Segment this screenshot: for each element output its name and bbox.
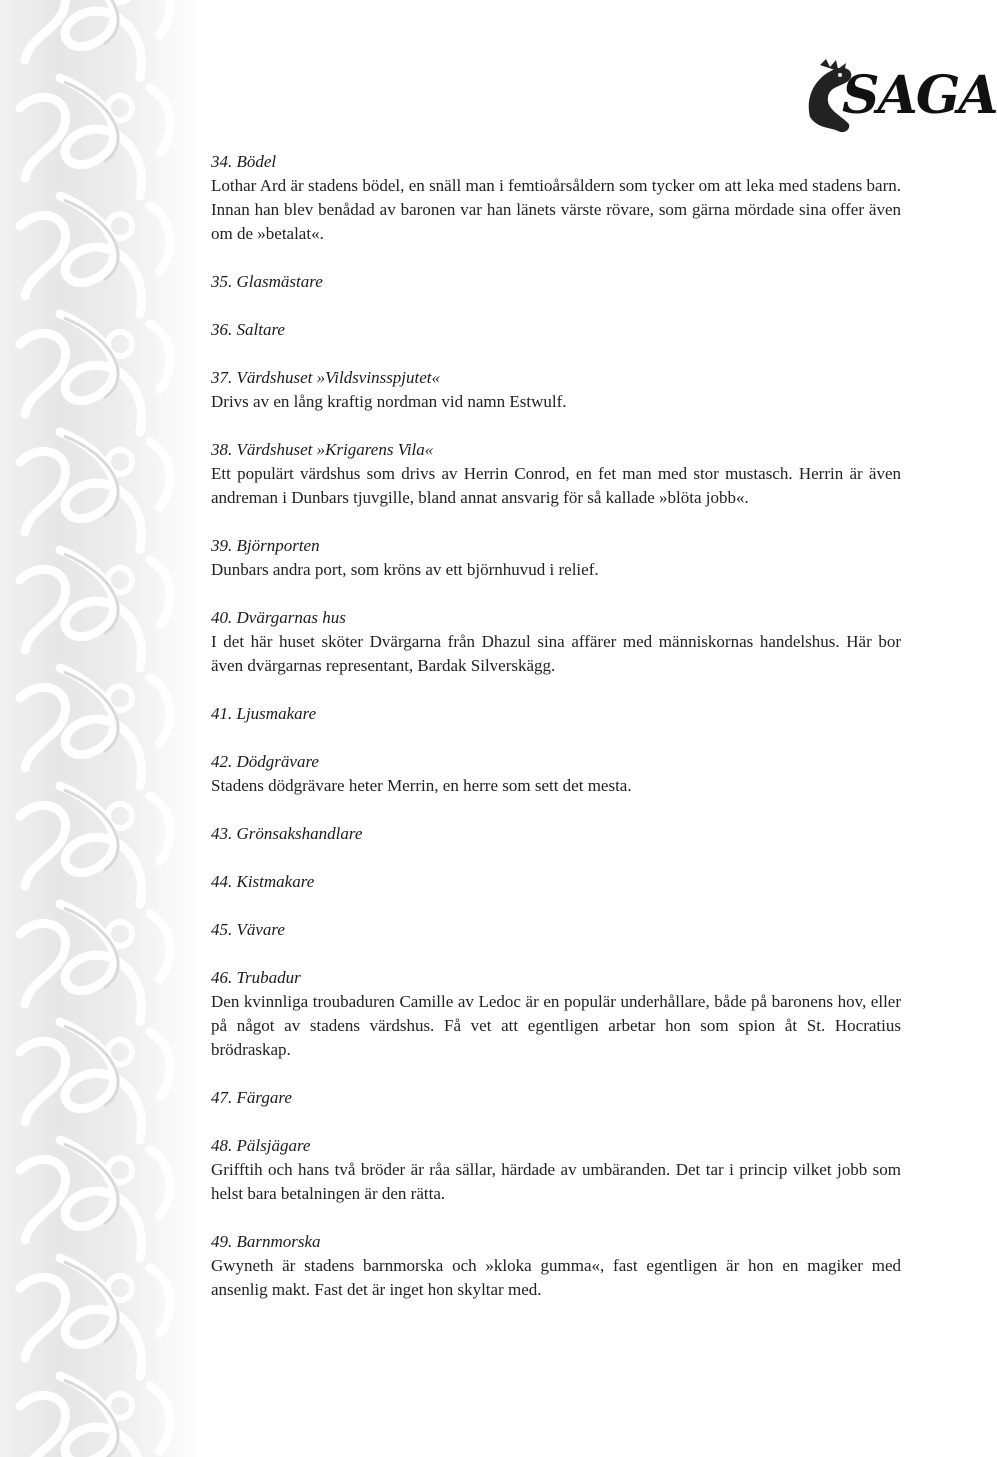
knot-motif	[20, 550, 170, 668]
entry-heading: 46. Trubadur	[211, 968, 301, 987]
knot-motif	[20, 0, 170, 78]
entry-heading: 38. Värdshuset »Krigarens Vila«	[211, 440, 434, 459]
knot-motif	[20, 786, 170, 904]
entry-35	[211, 270, 901, 294]
entry-heading: 47. Färgare	[211, 1088, 292, 1107]
entry-42	[211, 750, 901, 798]
knot-motif	[20, 196, 170, 314]
knot-motif	[20, 78, 170, 196]
entry-heading: 37. Värdshuset »Vildsvinsspjutet«	[211, 368, 441, 387]
entry-heading: 41. Ljusmakare	[211, 704, 317, 723]
knot-motif	[20, 1140, 170, 1258]
knot-motif	[20, 668, 170, 786]
entry-41	[211, 702, 901, 726]
entry-40	[211, 606, 901, 678]
entry-46	[211, 966, 901, 1062]
entry-44	[211, 870, 901, 894]
entry-text: Den kvinnliga troubaduren Camille av Ledoc är en populär underhållare, både på baronens hov, eller på något av stadens värdshus. Få vet att egentligen arbetar hon som spion åt St. Hocratius brödraskap.	[211, 992, 901, 1059]
entry-37	[211, 366, 901, 414]
entry-heading: 43. Grönsakshandlare	[211, 824, 363, 843]
decorative-border	[0, 0, 200, 1457]
entry-heading: 36. Saltare	[211, 320, 285, 339]
entry-text: Grifftih och hans två bröder är råa sällar, härdade av umbäranden. Det tar i princip vilket jobb som helst bara betalningen är den rätta.	[211, 1160, 901, 1203]
entry-39	[211, 534, 901, 582]
logo-text: SAGA	[842, 65, 997, 126]
entry-43	[211, 822, 901, 846]
entry-text: Drivs av en lång kraftig nordman vid namn Estwulf.	[211, 392, 567, 411]
entry-heading: 49. Barnmorska	[211, 1232, 321, 1251]
knotwork-ornament	[0, 0, 200, 1457]
knot-motif	[20, 1376, 170, 1457]
entry-text: I det här huset sköter Dvärgarna från Dhazul sina affärer med människornas handelshus. Här bor även dvärgarnas representant, Bardak Silverskägg.	[211, 632, 901, 675]
entry-38	[211, 438, 901, 510]
knot-motif	[20, 314, 170, 432]
knot-motif	[20, 1022, 170, 1140]
entry-heading: 44. Kistmakare	[211, 872, 315, 891]
knot-motif	[20, 432, 170, 550]
entry-text: Gwyneth är stadens barnmorska och »kloka gumma«, fast egentligen är hon en magiker med ansenlig makt. Fast det är inget hon skyltar med.	[211, 1256, 901, 1299]
entry-list	[211, 150, 901, 1326]
entry-text: Dunbars andra port, som kröns av ett björnhuvud i relief.	[211, 560, 599, 579]
entry-text: Stadens dödgrävare heter Merrin, en herre som sett det mesta.	[211, 776, 632, 795]
entry-34	[211, 150, 901, 246]
entry-heading: 35. Glasmästare	[211, 272, 323, 291]
entry-49	[211, 1230, 901, 1302]
entry-text: Lothar Ard är stadens bödel, en snäll man i femtioårsåldern som tycker om att leka med stadens barn. Innan han blev benådad av baronen var han länets värste rövare, som gärna mördade sina offer även om de »betalat«.	[211, 176, 901, 243]
saga-logo	[800, 55, 997, 140]
entry-47	[211, 1086, 901, 1110]
entry-heading: 34. Bödel	[211, 152, 277, 171]
entry-heading: 40. Dvärgarnas hus	[211, 608, 346, 627]
knot-motif	[20, 1258, 170, 1376]
entry-heading: 42. Dödgrävare	[211, 752, 319, 771]
entry-heading: 48. Pälsjägare	[211, 1136, 311, 1155]
entry-48	[211, 1134, 901, 1206]
entry-45	[211, 918, 901, 942]
entry-text: Ett populärt värdshus som drivs av Herrin Conrod, en fet man med stor mustasch. Herrin är även andreman i Dunbars tjuvgille, bland annat ansvarig för så kallade »blöta jobb«.	[211, 464, 901, 507]
entry-heading: 45. Vävare	[211, 920, 285, 939]
knot-motif	[20, 904, 170, 1022]
entry-heading: 39. Björnporten	[211, 536, 320, 555]
entry-36	[211, 318, 901, 342]
